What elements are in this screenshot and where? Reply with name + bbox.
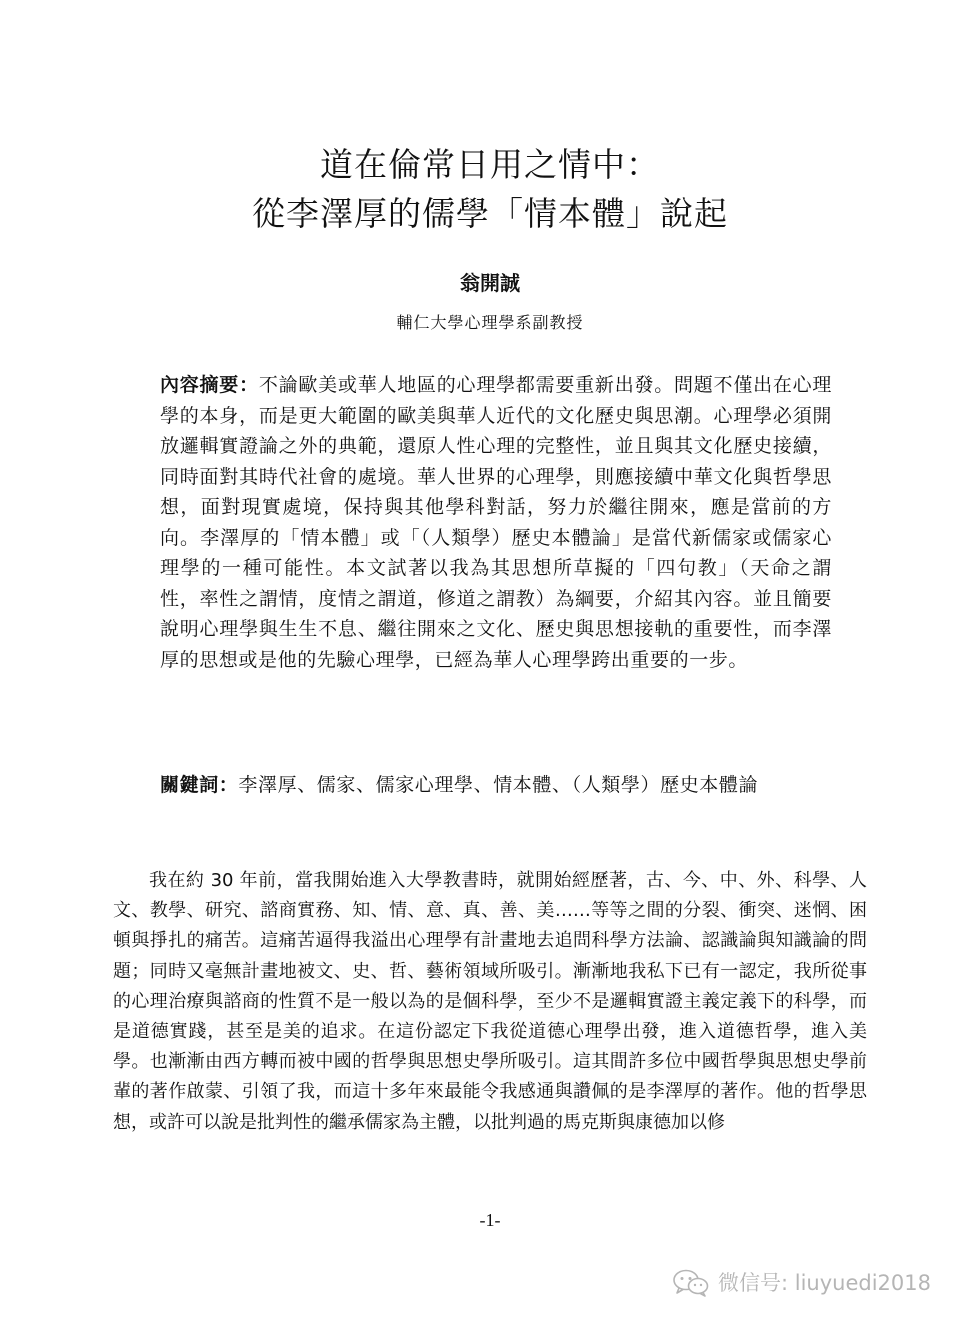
keywords-text: 李澤厚、儒家、儒家心理學、情本體、（人類學）歷史本體論 (238, 774, 759, 796)
paper-title-line-2: 從李澤厚的儒學「情本體」說起 (252, 194, 728, 233)
keywords-label: 關鍵詞： (160, 774, 239, 796)
paper-title-line-1: 道在倫常日用之情中： (320, 145, 660, 184)
wechat-icon (672, 1269, 710, 1297)
body-paragraph: 我在約 30 年前，當我開始進入大學教書時，就開始經歷著，古、今、中、外、科學、人文、教學、研究、諮商實務、知、情、意、真、善、美……等等之間的分裂、衝突、迷惘、困頓與掙扎的痛苦。這痛苦逼得我溢出心理學有計畫地去追問科學方法論、認識論與知識論的問題；同時又毫無計畫地被文、史、哲、藝術領域所吸引。漸漸地我私下已有一認定，我所從事的心理治療與諮商的性質不是一般以為的是個科學，至少不是邏輯實證主義定義下的科學，而是道德實踐，甚至是美的追求。在這份認定下我從道德心理學出發，進入道德哲學，進入美學。也漸漸由西方轉而被中國的哲學與思想史學所吸引。這其間許多位中國哲學與思想史學前輩的著作啟蒙、引領了我，而這十多年來最能令我感通與讚佩的是李澤厚的著作。他的哲學思想，或許可以說是批判性的繼承儒家為主體，以批判過的馬克斯與康德加以修 (113, 870, 867, 1133)
author-name: 翁開誠 (460, 271, 520, 295)
abstract-text: 不論歐美或華人地區的心理學都需要重新出發。問題不僅出在心理學的本身，而是更大範圍的歐美與華人近代的文化歷史與思潮。心理學必須開放邏輯實證論之外的典範，還原人性心理的完整性，並且與其文化歷史接續，同時面對其時代社會的處境。華人世界的心理學，則應接續中華文化與哲學思想，面對現實處境，保持與其他學科對話，努力於繼往開來，應是當前的方向。李澤厚的「情本體」或「（人類學）歷史本體論」是當代新儒家或儒家心理學的一種可能性。本文試著以我為其思想所草擬的「四句教」（天命之謂性，率性之謂情，度情之謂道，修道之謂教）為綱要，介紹其內容。並且簡要說明心理學與生生不息、繼往開來之文化、歷史與思想接軌的重要性，而李澤厚的思想或是他的先驗心理學，已經為華人心理學跨出重要的一步。 (160, 374, 832, 671)
page-number: -1- (479, 1210, 501, 1230)
watermark-text: 微信号: liuyuedi2018 (718, 1271, 931, 1295)
author-affiliation: 輔仁大學心理學系副教授 (396, 313, 584, 332)
abstract (160, 370, 832, 675)
keywords (160, 770, 832, 801)
watermark (672, 1268, 931, 1298)
abstract-label: 內容摘要： (160, 374, 259, 396)
